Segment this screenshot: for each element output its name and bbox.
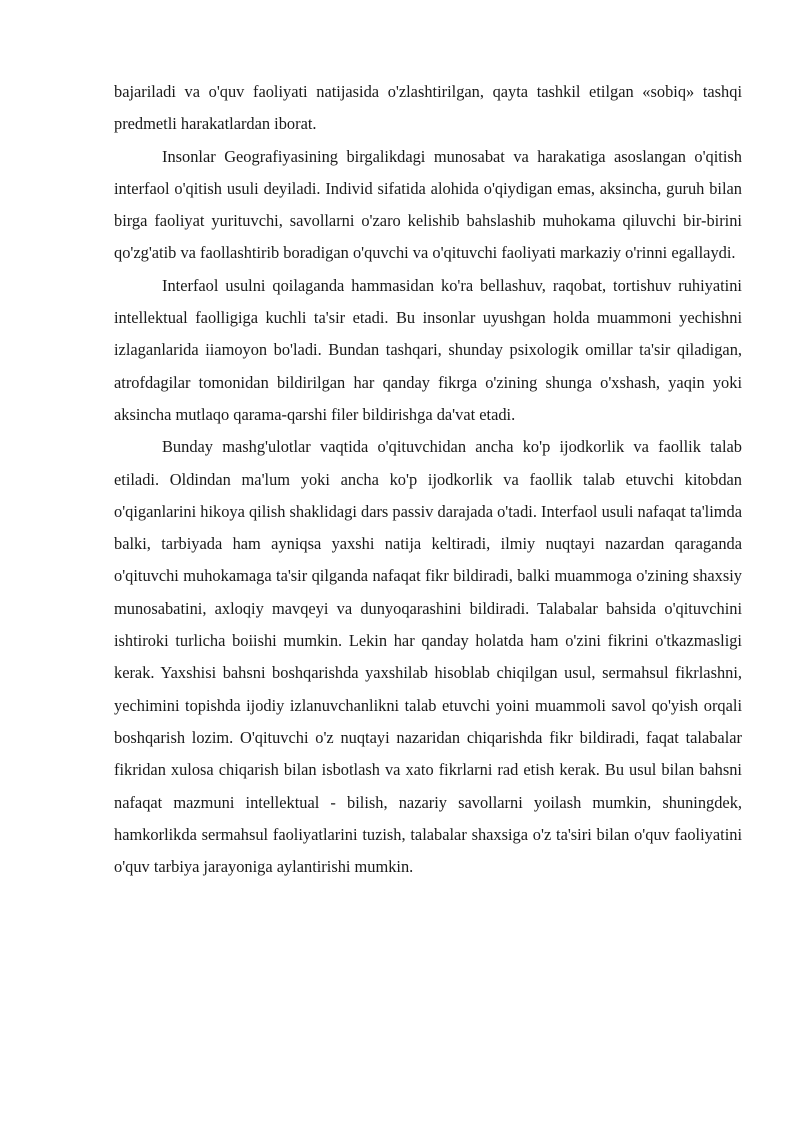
- body-text: [114, 76, 742, 883]
- paragraph-interactive-method: Insonlar Geografiyasining birgalikdagi munosabat va harakatiga asoslangan o'qitish interfaol o'qitish usuli deyiladi. Individ sifatida alohida o'qiydigan emas, aksincha, guruh bilan birga faoliyat yurituvchi, savollarni o'zaro kelishib bahslashib muhokama qiluvchi bir-birini qo'zg'atib va faollashtirib boradigan o'quvchi va o'qituvchi faoliyati markaziy o'rinni egallaydi.: [114, 146, 742, 263]
- paragraph-continuation: bajariladi va o'quv faoliyati natijasida o'zlashtirilgan, qayta tashkil etilgan «sobiq» tashqi predmetli harakatlardan iborat.: [114, 82, 742, 134]
- paragraph-teacher-role: Bunday mashg'ulotlar vaqtida o'qituvchidan ancha ko'p ijodkorlik va faollik talab etiladi. Oldindan ma'lum yoki ancha ko'p ijodkorlik va faollik talab etuvchi kitobdan o'qiganlarini hikoya qilish shaklidagi dars passiv darajada o'tadi. Interfaol usuli nafaqat ta'limda balki, tarbiyada ham ayniqsa yaxshi natija keltiradi, ilmiy nuqtayi nazardan qaraganda o'qituvchi muhokamaga ta'sir qilganda nafaqat fikr bildiradi, balki muammoga o'zining shaxsiy munosabatini, axloqiy mavqeyi va dunyoqarashini bildiradi. Talabalar bahsida o'qituvchini ishtiroki turlicha boiishi mumkin. Lekin har qanday holatda ham o'zini fikrini o'tkazmasligi kerak. Yaxshisi bahsni boshqarishda yaxshilab hisoblab chiqilgan usul, sermahsul fikrlashni, yechimini topishda ijodiy izlanuvchanlikni talab etuvchi yoini muammoli savol qo'yish orqali boshqarish lozim. O'qituvchi o'z nuqtayi nazaridan chiqarishda fikr bildiradi, faqat talabalar fikridan xulosa chiqarish bilan isbotlash va xato fikrlarni rad etish kerak. Bu usul bilan bahsni nafaqat mazmuni intellektual - bilish, nazariy savollarni yoilash mumkin, shuningdek, hamkorlikda sermahsul faoliyatlarini tuzish, talabalar shaxsiga o'z ta'siri bilan o'quv faoliyatini o'quv tarbiya jarayoniga aylantirishi mumkin.: [114, 437, 742, 877]
- paragraph-competition: Interfaol usulni qoilaganda hammasidan ko'ra bellashuv, raqobat, tortishuv ruhiyatini intellektual faolligiga kuchli ta'sir etadi. Bu insonlar uyushgan holda muammoni yechishni izlaganlarida iiamoyon bo'ladi. Bundan tashqari, shunday psixologik omillar ta'sir qiladigan, atrofdagilar tomonidan bildirilgan har qanday fikrga o'zining shunga o'xshash, yaqin yoki aksincha mutlaqo qarama-qarshi filer bildirishga da'vat etadi.: [114, 275, 742, 424]
